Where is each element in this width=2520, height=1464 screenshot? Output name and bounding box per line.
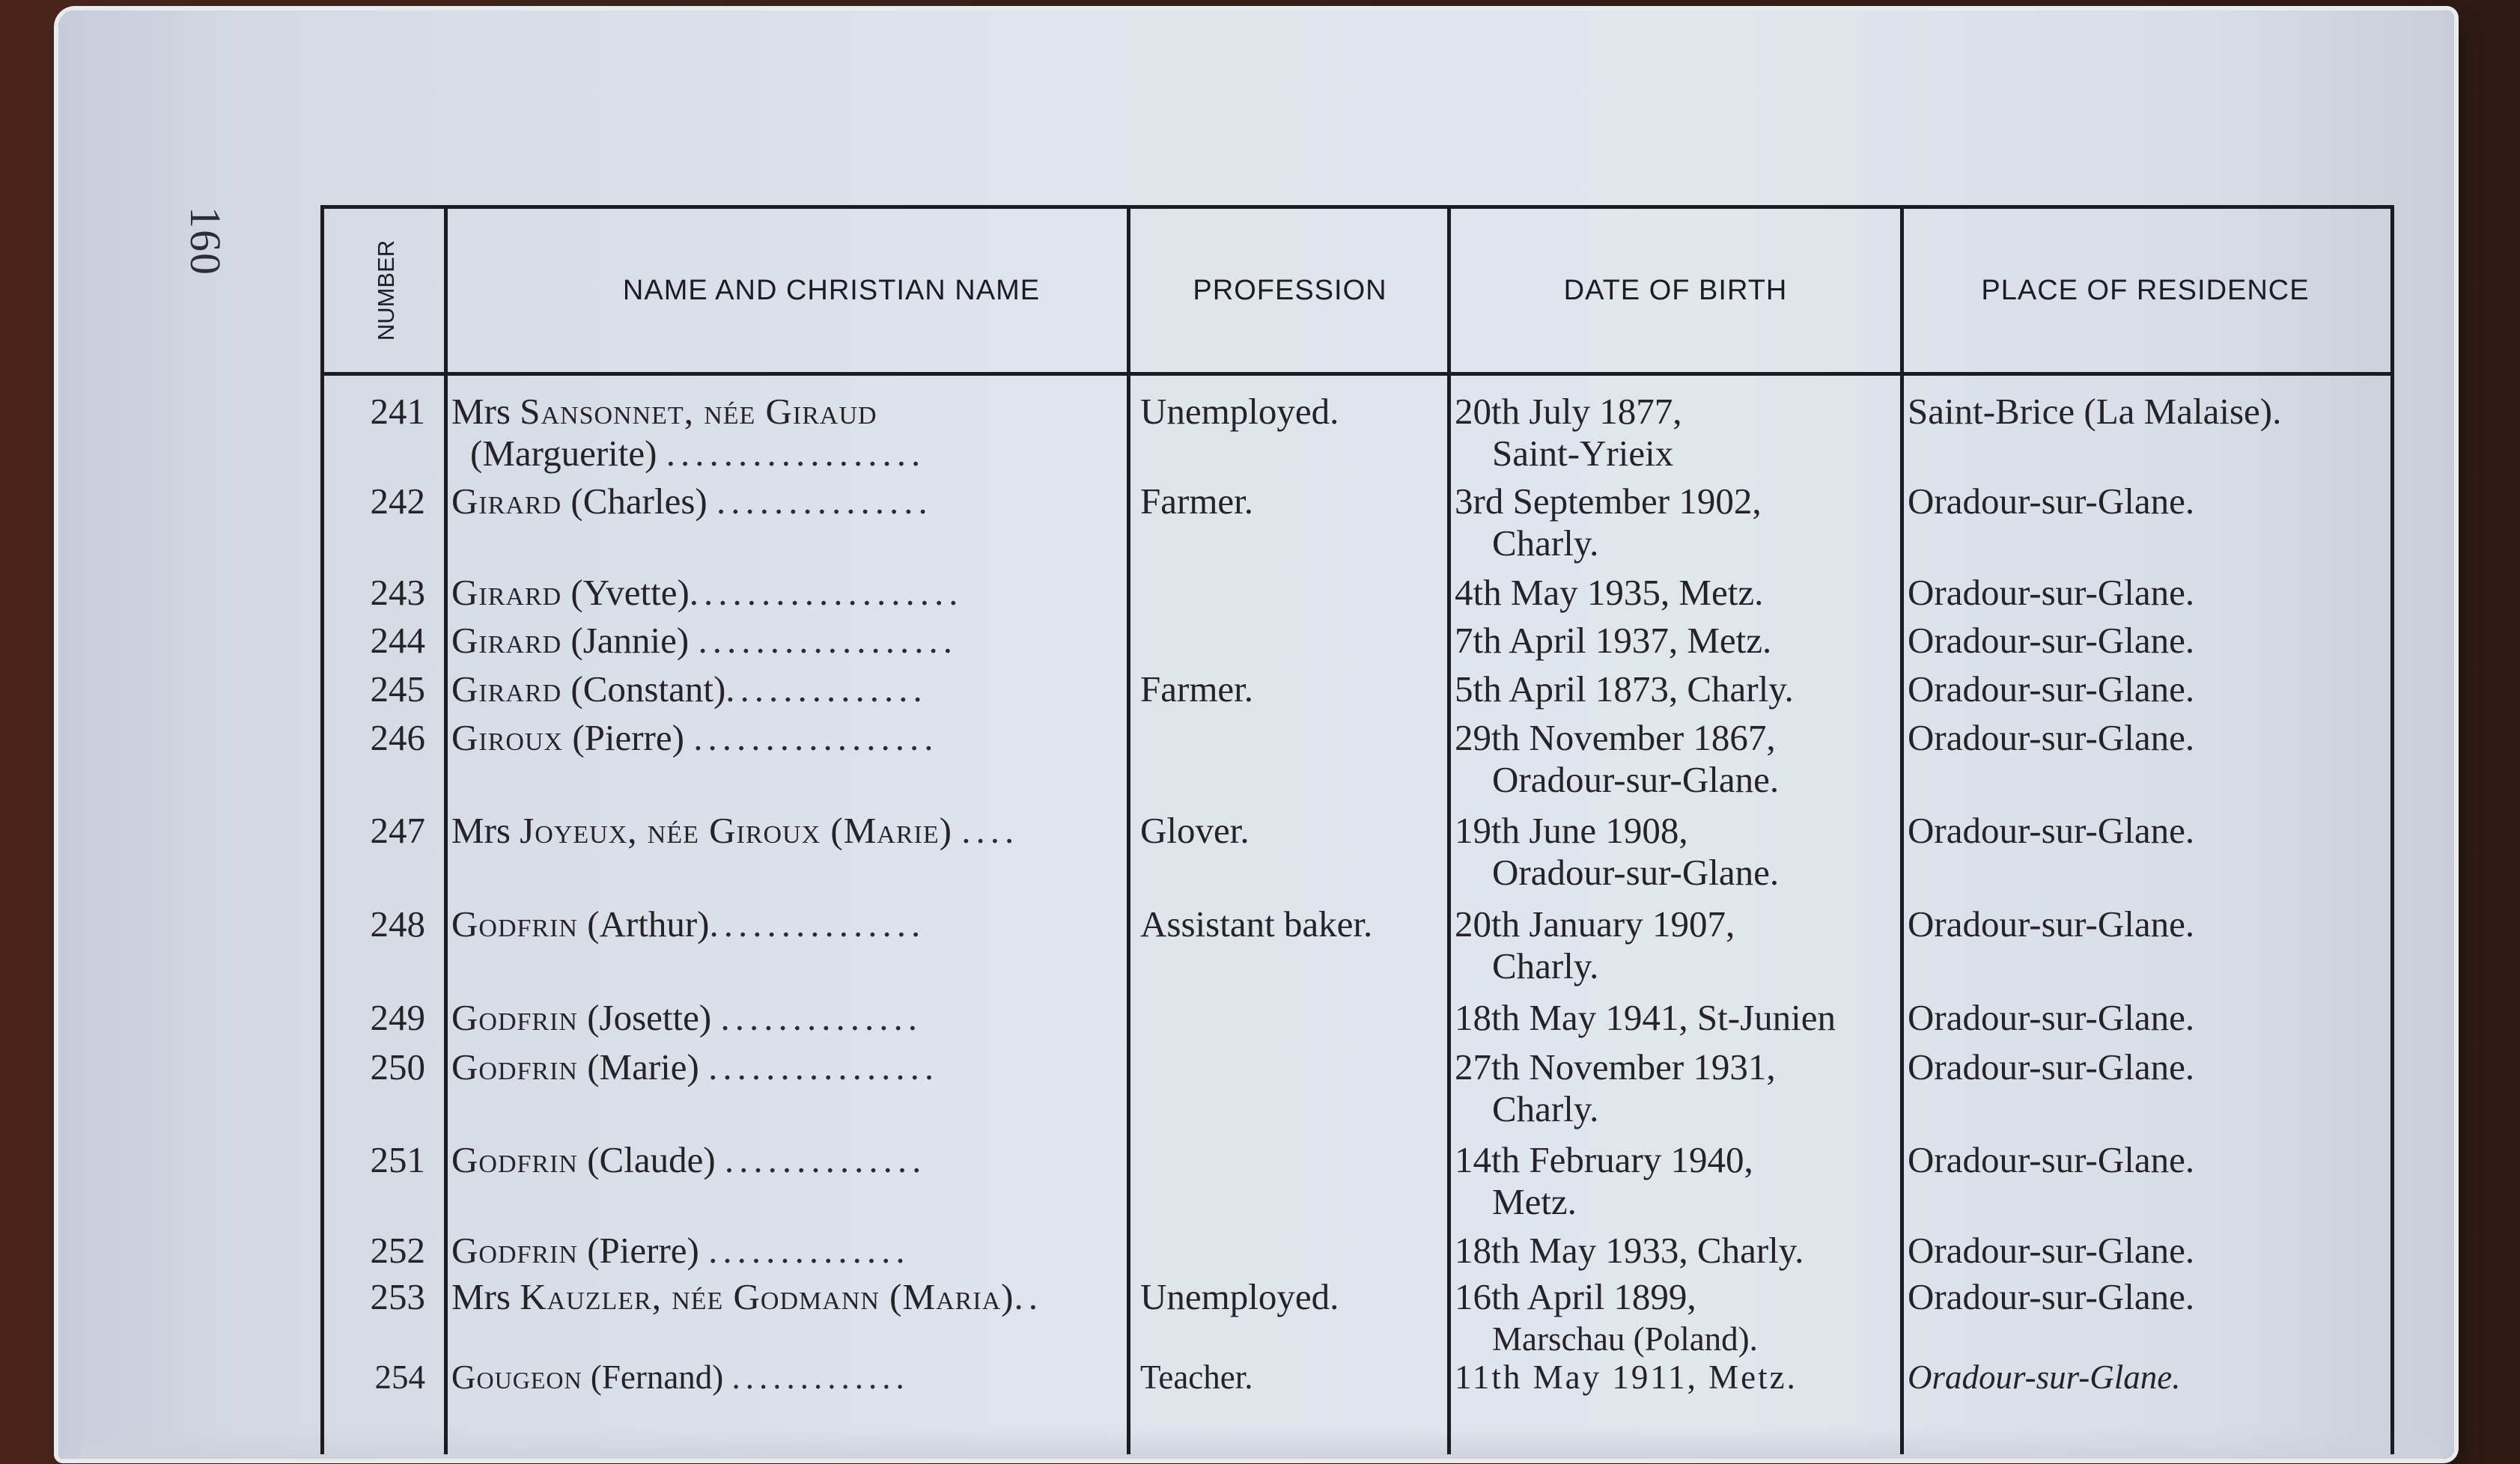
row-number: 246 xyxy=(370,717,425,758)
row-place: Oradour-sur-Glane. xyxy=(1908,620,2195,661)
row-date xyxy=(1455,997,1904,1039)
row-name xyxy=(451,1356,1095,1398)
row-date xyxy=(1455,620,1904,662)
row-date-line1: 14th February 1940, xyxy=(1455,1139,1753,1180)
row-surname: Giroux xyxy=(451,717,564,758)
row-surname: Girard xyxy=(451,668,562,710)
row-name xyxy=(451,810,1095,852)
leader-dots: .............. xyxy=(724,1139,927,1180)
leader-dots: ............... xyxy=(709,903,926,945)
row-date xyxy=(1455,903,1904,986)
row-given-name: (Claude) xyxy=(587,1139,716,1180)
row-date xyxy=(1455,717,1904,800)
row-date-line1: 11th May 1911, Metz. xyxy=(1455,1358,1798,1396)
row-number: 248 xyxy=(370,903,425,945)
leader-dots: .... xyxy=(961,810,1020,851)
row-date-line1: 3rd September 1902, xyxy=(1455,481,1762,522)
row-surname: Sansonnet xyxy=(520,391,684,432)
row-date-line1: 20th January 1907, xyxy=(1455,903,1735,945)
row-name xyxy=(451,481,1095,522)
row-date-line1: 18th May 1941, St-Junien xyxy=(1455,997,1836,1038)
row-name xyxy=(451,572,1095,614)
leader-dots: ............... xyxy=(716,481,933,522)
row-name xyxy=(451,997,1095,1039)
row-date-line1: 16th April 1899, xyxy=(1455,1276,1696,1317)
row-date xyxy=(1455,1139,1904,1222)
row-place: Oradour-sur-Glane. xyxy=(1908,1230,2195,1271)
row-date-line1: 18th May 1933, Charly. xyxy=(1455,1230,1804,1271)
row-number: 243 xyxy=(370,572,425,613)
row-surname: Godfrin xyxy=(451,903,578,945)
table-header-row xyxy=(324,209,2390,376)
row-date xyxy=(1455,481,1904,564)
row-date-line2: Saint-Yrieix xyxy=(1492,433,1674,474)
row-given-name: (Fernand) xyxy=(590,1358,724,1396)
row-given-name: (Josette) xyxy=(587,997,712,1038)
row-date-line2: Charly. xyxy=(1492,1088,1599,1129)
row-name xyxy=(451,620,1095,662)
row-given-name: (Pierre) xyxy=(572,717,684,758)
row-date-line1: 5th April 1873, Charly. xyxy=(1455,668,1794,710)
row-place: Oradour-sur-Glane. xyxy=(1908,1046,2195,1088)
row-surname: Girard xyxy=(451,620,562,661)
row-name xyxy=(451,717,1095,759)
row-place: Oradour-sur-Glane. xyxy=(1908,903,2195,945)
row-surname: Gougeon xyxy=(451,1358,582,1396)
row-place: Oradour-sur-Glane. xyxy=(1908,997,2195,1038)
row-name xyxy=(451,1046,1095,1088)
leader-dots: ................... xyxy=(689,572,964,613)
row-date-line2: Charly. xyxy=(1492,522,1599,564)
row-date xyxy=(1455,668,1904,710)
row-date xyxy=(1455,391,1904,474)
leader-dots: .............. xyxy=(725,668,928,710)
row-name-rest: , née Godmann (Maria) xyxy=(651,1276,1014,1317)
row-date-line2: Charly. xyxy=(1492,945,1599,986)
row-surname: Girard xyxy=(451,572,562,613)
row-number: 250 xyxy=(370,1046,425,1088)
leader-dots: .............. xyxy=(720,997,922,1038)
leader-dots: .............. xyxy=(708,1230,910,1271)
row-date-line2: Marschau (Poland). xyxy=(1492,1320,1758,1358)
row-given-name: (Yvette) xyxy=(570,572,690,613)
row-date xyxy=(1455,572,1904,614)
row-number: 244 xyxy=(370,620,425,661)
table-body xyxy=(324,376,2390,1454)
row-profession: Unemployed. xyxy=(1140,391,1339,432)
leader-dots: .. xyxy=(1014,1276,1043,1317)
row-date-line1: 7th April 1937, Metz. xyxy=(1455,620,1772,661)
row-profession: Assistant baker. xyxy=(1140,903,1373,945)
row-date xyxy=(1455,1356,1904,1398)
row-surname: Godfrin xyxy=(451,1046,578,1088)
row-place: Oradour-sur-Glane. xyxy=(1908,810,2195,851)
row-profession: Teacher. xyxy=(1140,1358,1253,1396)
row-date-line1: 27th November 1931, xyxy=(1455,1046,1776,1088)
row-title: Mrs xyxy=(451,1276,511,1317)
row-profession: Glover. xyxy=(1140,810,1250,851)
row-name xyxy=(451,668,1095,710)
row-place: Oradour-sur-Glane. xyxy=(1908,1139,2195,1180)
row-place: Oradour-sur-Glane. xyxy=(1908,572,2195,613)
leader-dots: .................. xyxy=(698,620,958,661)
page-number: 160 xyxy=(181,207,230,276)
row-number: 247 xyxy=(370,810,425,851)
row-date-line2: Oradour-sur-Glane. xyxy=(1492,852,1780,893)
row-surname: Godfrin xyxy=(451,1230,578,1271)
header-name: NAME AND CHRISTIAN NAME xyxy=(622,274,1041,306)
row-profession: Farmer. xyxy=(1140,481,1254,522)
row-number: 252 xyxy=(370,1230,425,1271)
row-name-second-line: (Marguerite) xyxy=(470,433,657,474)
row-given-name: (Marie) xyxy=(587,1046,699,1088)
row-place: Oradour-sur-Glane. xyxy=(1908,1276,2195,1317)
row-place: Oradour-sur-Glane. xyxy=(1908,668,2195,710)
row-number: 251 xyxy=(370,1139,425,1180)
row-place: Oradour-sur-Glane. xyxy=(1908,1358,2181,1396)
row-place: Saint-Brice (La Malaise). xyxy=(1908,391,2282,432)
leader-dots: ............. xyxy=(731,1358,910,1396)
row-name-rest: , née Giraud xyxy=(684,391,877,432)
row-name-rest: , née Giroux (Marie) xyxy=(627,810,952,851)
row-surname: Godfrin xyxy=(451,1139,578,1180)
row-given-name: (Constant) xyxy=(570,668,726,710)
row-place: Oradour-sur-Glane. xyxy=(1908,717,2195,758)
row-number: 253 xyxy=(370,1276,425,1317)
book-page xyxy=(58,10,2454,1459)
row-title: Mrs xyxy=(451,391,511,432)
leader-dots: ................ xyxy=(708,1046,940,1088)
row-surname: Godfrin xyxy=(451,997,578,1038)
row-number: 242 xyxy=(370,481,425,522)
row-date-line1: 29th November 1867, xyxy=(1455,717,1776,758)
row-name xyxy=(451,391,1095,474)
row-date xyxy=(1455,1230,1904,1272)
row-number: 249 xyxy=(370,997,425,1038)
row-surname: Kauzler xyxy=(520,1276,652,1317)
leader-dots: ................. xyxy=(693,717,939,758)
row-surname: Girard xyxy=(451,481,562,522)
row-name xyxy=(451,1276,1095,1318)
header-number: NUMBER xyxy=(373,240,399,341)
row-title: Mrs xyxy=(451,810,511,851)
row-date-line2: Metz. xyxy=(1492,1181,1577,1222)
leader-dots: .................. xyxy=(666,433,926,474)
header-profession: PROFESSION xyxy=(1193,274,1387,306)
row-number: 245 xyxy=(370,668,425,710)
row-number: 254 xyxy=(374,1358,425,1396)
row-surname: Joyeux xyxy=(520,810,628,851)
row-name xyxy=(451,903,1095,945)
row-name xyxy=(451,1139,1095,1181)
row-profession: Unemployed. xyxy=(1140,1276,1339,1317)
row-name xyxy=(451,1230,1095,1272)
register-table xyxy=(320,205,2394,1454)
row-profession: Farmer. xyxy=(1140,668,1254,710)
row-given-name: (Jannie) xyxy=(570,620,690,661)
header-number-cell xyxy=(330,209,442,372)
row-date xyxy=(1455,810,1904,893)
row-date-line1: 4th May 1935, Metz. xyxy=(1455,572,1764,613)
row-date-line1: 19th June 1908, xyxy=(1455,810,1688,851)
row-date-line1: 20th July 1877, xyxy=(1455,391,1682,432)
header-date-of-birth: DATE OF BIRTH xyxy=(1563,274,1788,306)
row-date xyxy=(1455,1276,1904,1358)
row-given-name: (Charles) xyxy=(570,481,707,522)
row-number: 241 xyxy=(370,391,425,432)
row-date xyxy=(1455,1046,1904,1129)
row-given-name: (Pierre) xyxy=(587,1230,699,1271)
header-place: PLACE OF RESIDENCE xyxy=(1981,274,2310,306)
row-date-line2: Oradour-sur-Glane. xyxy=(1492,759,1780,800)
row-given-name: (Arthur) xyxy=(587,903,710,945)
row-place: Oradour-sur-Glane. xyxy=(1908,481,2195,522)
